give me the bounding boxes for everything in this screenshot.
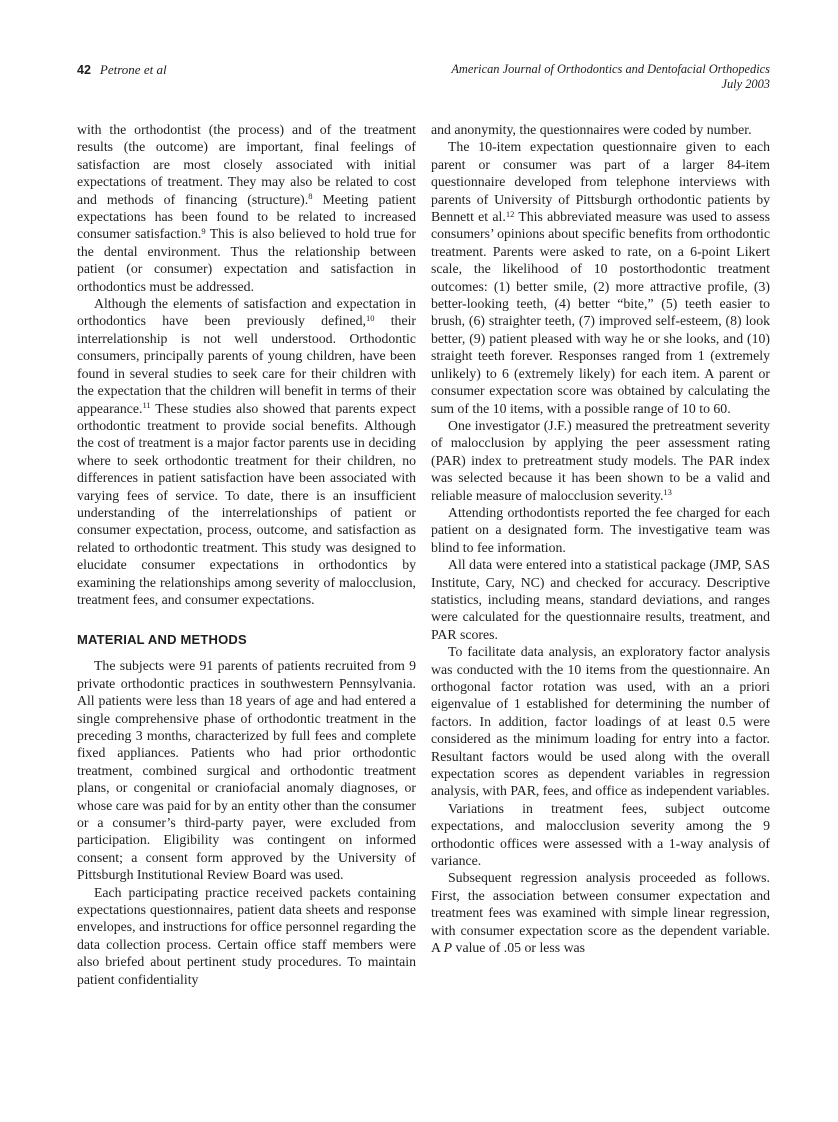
page-number: 42 <box>77 63 91 77</box>
header-left <box>77 62 167 78</box>
paragraph: The 10-item expectation questionnaire given to each parent or consumer was part of a larger 84-item questionnaire developed from telephone interviews with parents of University of Pittsburgh orthodontic patients by Bennett et al.$^{12}$ This abbreviated measure was used to assess consumers’ opinions about specific benefits from orthodontic treatment. Parents were asked to rate, on a 6-point Likert scale, the likelihood of 10 postorthodontic treatment outcomes: (1) better smile, (2) more attractive profile, (3) better-looking teeth, (4) better “bite,” (5) teeth easier to brush, (6) straighter teeth, (7) improved self-esteem, (8) look better, (9) patient pleased with way he or she looks, and (10) straight teeth forever. Responses ranged from 1 (extremely unlikely) to 6 (extremely likely) for each item. A parent or consumer expectation score was obtained by calculating the sum of the 10 items, with a possible range of 10 to 60. <box>431 139 770 416</box>
paragraph: To facilitate data analysis, an exploratory factor analysis was conducted with the 10 items from the questionnaire. An orthogonal factor rotation was used, with an a priori eigenvalue of 1 established for determining the number of factors. In addition, factor loadings of at least 0.5 were considered as the minimum loading for entry into a factor. Resultant factors would be used along with the overall expectation scores as dependent variables in regression analysis, with PAR, fees, and office as independent variables. <box>431 644 770 799</box>
paragraph: One investigator (J.F.) measured the pretreatment severity of malocclusion by applying the peer assessment rating (PAR) index to pretreatment study models. The PAR index was selected because it has been shown to be a valid and reliable measure of malocclusion severity.$^{13}$ <box>431 417 770 503</box>
paragraph: All data were entered into a statistical package (JMP, SAS Institute, Cary, NC) and checked for accuracy. Descriptive statistics, including means, standard deviations, and ranges were calculated for the questionnaire results, treatment, and PAR scores. <box>431 557 770 642</box>
paragraph: Although the elements of satisfaction and expectation in orthodontics have been previously defined,$^{10}$ their interrelationship is not well understood. Orthodontic consumers, principally parents of young children, have been found in several studies to seek care for their children with the expectation that the children will benefit in terms of their appearance.$^{11}$ These studies also showed that parents expect orthodontic treatment to provide social benefits. Although the cost of treatment is a major factor parents use in deciding where to seek orthodontic treatment for their children, no differences in patient satisfaction have been associated with varying fees of service. To date, there is an insufficient understanding of the interrelationships of patient or consumer expectation, process, outcome, and satisfaction as related to orthodontic treatment. This study was designed to elucidate consumer expectations in orthodontics by examining the relationships among severity of malocclusion, treatment fees, and consumer expectations. <box>77 296 416 607</box>
reference-superscript: 12 <box>505 208 515 219</box>
header-right <box>451 62 770 91</box>
issue-date: July 2003 <box>721 76 770 91</box>
running-header <box>77 62 770 91</box>
paragraph: Variations in treatment fees, subject outcome expectations, and malocclusion severity among the 9 orthodontic offices were assessed with a 1-way analysis of variance. <box>431 800 770 869</box>
italic-term: P <box>443 940 453 956</box>
section-heading: MATERIAL AND METHODS <box>77 632 247 648</box>
left-column <box>77 121 416 988</box>
right-column <box>431 121 770 957</box>
reference-superscript: 11 <box>142 400 151 410</box>
reference-superscript: 9 <box>201 225 206 236</box>
paragraph: Attending orthodontists reported the fee charged for each patient on a designated form. The investigative team was blind to fee information. <box>431 504 770 555</box>
reference-superscript: 13 <box>663 487 672 498</box>
running-author: Petrone et al <box>99 62 167 77</box>
reference-superscript: 8 <box>308 191 313 202</box>
paragraph: Subsequent regression analysis proceeded as follows. First, the association between consumer expectation and treatment fees was examined with simple linear regression, with consumer expectation score as the dependent variable. A P value of .05 or less was <box>431 870 770 956</box>
reference-superscript: 10 <box>366 312 375 323</box>
paragraph: and anonymity, the questionnaires were coded by number. <box>431 122 752 137</box>
paragraph: The subjects were 91 parents of patients recruited from 9 private orthodontic practices in southwestern Pennsylvania. All patients were less than 18 years of age and had entered a single comprehensive phase of orthodontic treatment in the preceding 3 months, characterized by full fees and complete fixed appliances. Patients who had prior orthodontic treatment, combined surgical and orthodontic treatment plans, or congenital or craniofacial anomaly diagnoses, or whose care was paid for by an entity other than the consumer or a consumer’s third-party payer, were excluded from participation. Eligibility was contingent on informed consent; a consent form approved by the University of Pittsburgh Institutional Review Board was used. <box>77 658 416 883</box>
paragraph: with the orthodontist (the process) and of the treatment results (the outcome) are important, final feelings of satisfaction are most closely associated with initial expectations of treatment. They may also be related to cost and methods of financing (structure).$^8$ Meeting patient expectations has been found to be related to increased consumer satisfaction.$^9$ This is also believed to hold true for the dental environment. Thus the relationship between patient (or consumer) expectation and satisfaction in orthodontics must be addressed. <box>77 122 416 294</box>
journal-title: American Journal of Orthodontics and Dentofacial Orthopedics <box>451 62 770 76</box>
paragraph: Each participating practice received packets containing expectations questionnaires, patient data sheets and response envelopes, and instructions for office personnel regarding the data collection process. Certain office staff members were also briefed about pertinent study procedures. To maintain patient confidentiality <box>77 884 416 987</box>
